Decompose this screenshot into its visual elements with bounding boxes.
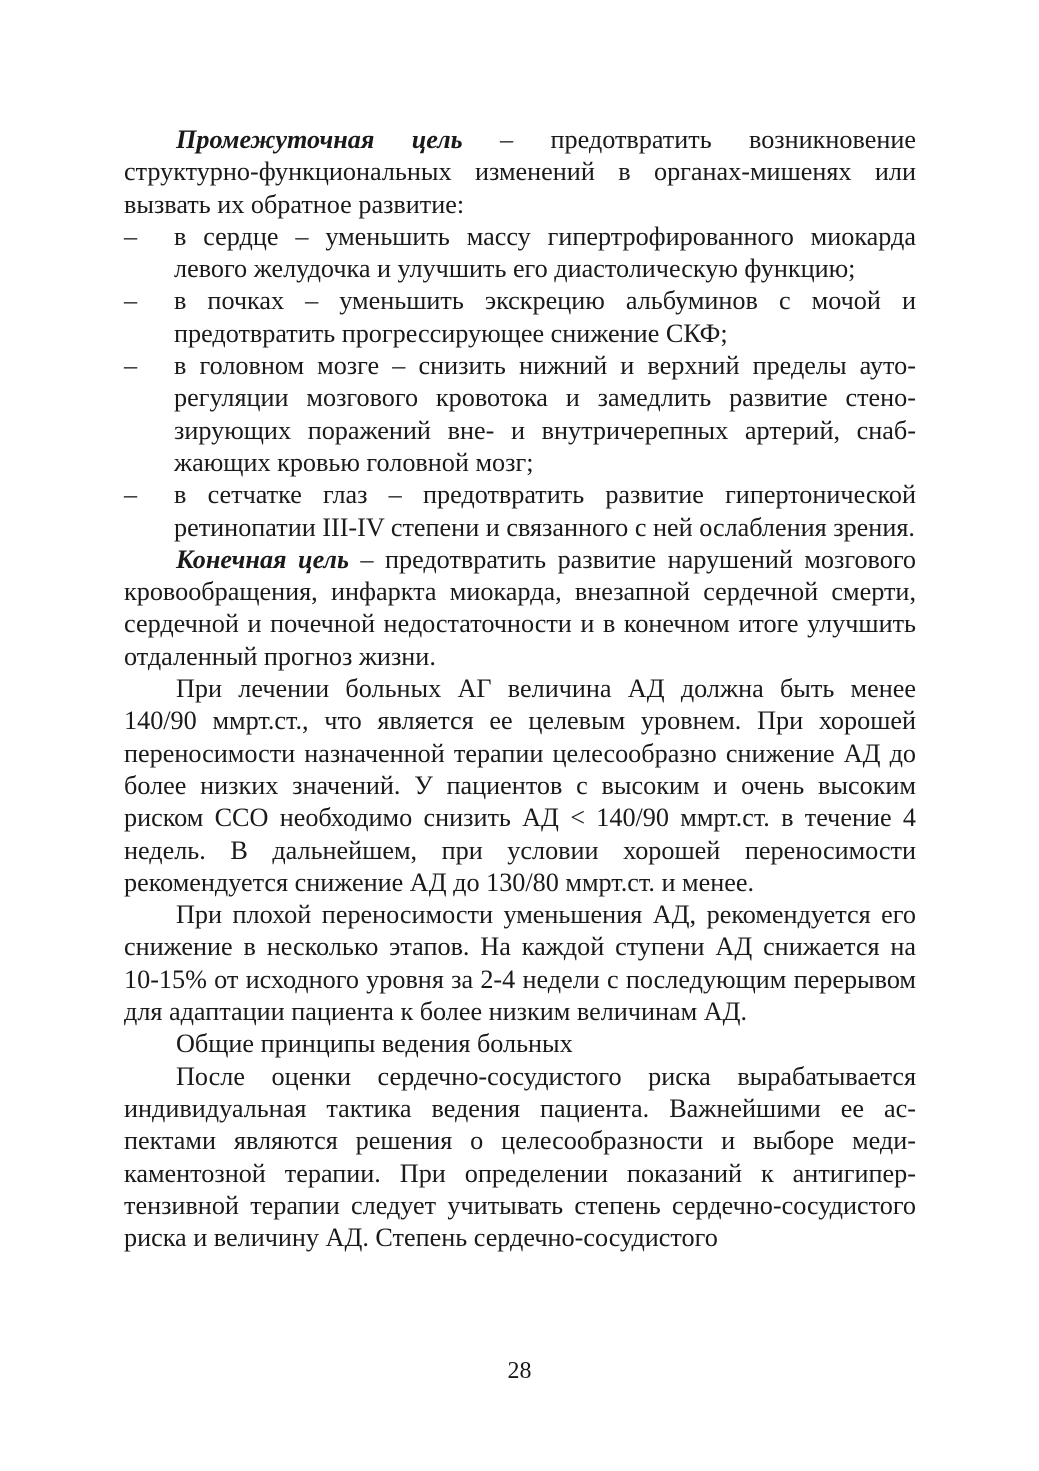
- section-heading-general-principles: Общие принципы ведения больных: [176, 1029, 573, 1059]
- paragraph-general-principles: После оценки сердечно-сосудистого риска вырабатывается индивидуальная тактика ведения пациента. Важнейшими ее аспектами являются решения о целесообразности и выборе медикаментозной терапии. При определении показаний к антигипертензивной терапии следует учитывать степень сердечно-сосудистого риска и величину АД. Степень сердечно-сосудистого: [124, 1061, 916, 1253]
- list-item-text: в почках – уменьшить экскрецию альбуминов с мочой и предотвратить прогрессирующее снижение СКФ;: [174, 286, 916, 348]
- list-item-text: в сердце – уменьшить массу гипертрофированного миокарда левого желудочка и улучшить его диастолическую функцию;: [174, 221, 916, 284]
- page-body: [124, 124, 916, 1254]
- term-intermediate-goal: Промежуточная цель: [176, 125, 463, 154]
- list-dash: –: [124, 351, 138, 381]
- paragraph-intermediate-goal: [124, 124, 916, 221]
- term-final-goal: Конечная цель: [176, 544, 349, 574]
- paragraph-target-level: При лечении больных АГ величина АД должна быть менее 140/90 ммрт.ст., что является ее целевым уровнем. При хорошей переносимости назначенной терапии целесообразно снижение АД до более низких значений. У пациентов с высоким и очень высоким риском ССО необходимо снизить АД < 140/90 ммрт.ст. в течение 4 недель. В дальнейшем, при условии хорошей переносимости рекомендуется снижение АД до 130/80 ммрт.ст. и менее.: [124, 674, 916, 897]
- page-number: 28: [507, 1358, 532, 1384]
- paragraph-intermediate-text: – предотвратить возникновение структурно-функциональных изменений в органах-мишенях или вызвать их обратное развитие:: [124, 125, 916, 219]
- list-item-text: в сетчатке глаз – предотвратить развитие гипертонической ретинопатии III-IV степени и связанного с ней ослабления зрения.: [174, 480, 916, 542]
- list-dash: –: [124, 221, 138, 251]
- list-item-text: в головном мозге – снизить нижний и верхний пределы ауторегуляции мозгового кровотока и замедлить развитие стенозирующих поражений вне- и внутричерепных артерий, снабжающих кровью головной мозг;: [174, 351, 916, 477]
- list-item-brain: [124, 350, 916, 479]
- paragraph-final-text: – предотвратить развитие нарушений мозгового кровообращения, инфаркта миокарда, внезапной сердечной смерти, сердечной и почечной недостаточности и в конечном итоге улучшить отдаленный прогноз жизни.: [124, 544, 917, 671]
- list-item-heart: [124, 221, 916, 286]
- target-organs-list: [124, 221, 916, 544]
- list-item-retina: [124, 479, 916, 544]
- paragraph-final-goal: [124, 544, 916, 673]
- list-item-kidneys: [124, 285, 916, 350]
- list-dash: –: [124, 480, 138, 510]
- paragraph-poor-tolerance: При плохой переносимости уменьшения АД, рекомендуется его снижение в несколько этапов. На каждой ступени АД снижается на 10-15% от исходного уровня за 2-4 недели с последующим перерывом для адаптации пациента к более низким величинам АД.: [124, 900, 916, 1027]
- list-dash: –: [124, 286, 138, 316]
